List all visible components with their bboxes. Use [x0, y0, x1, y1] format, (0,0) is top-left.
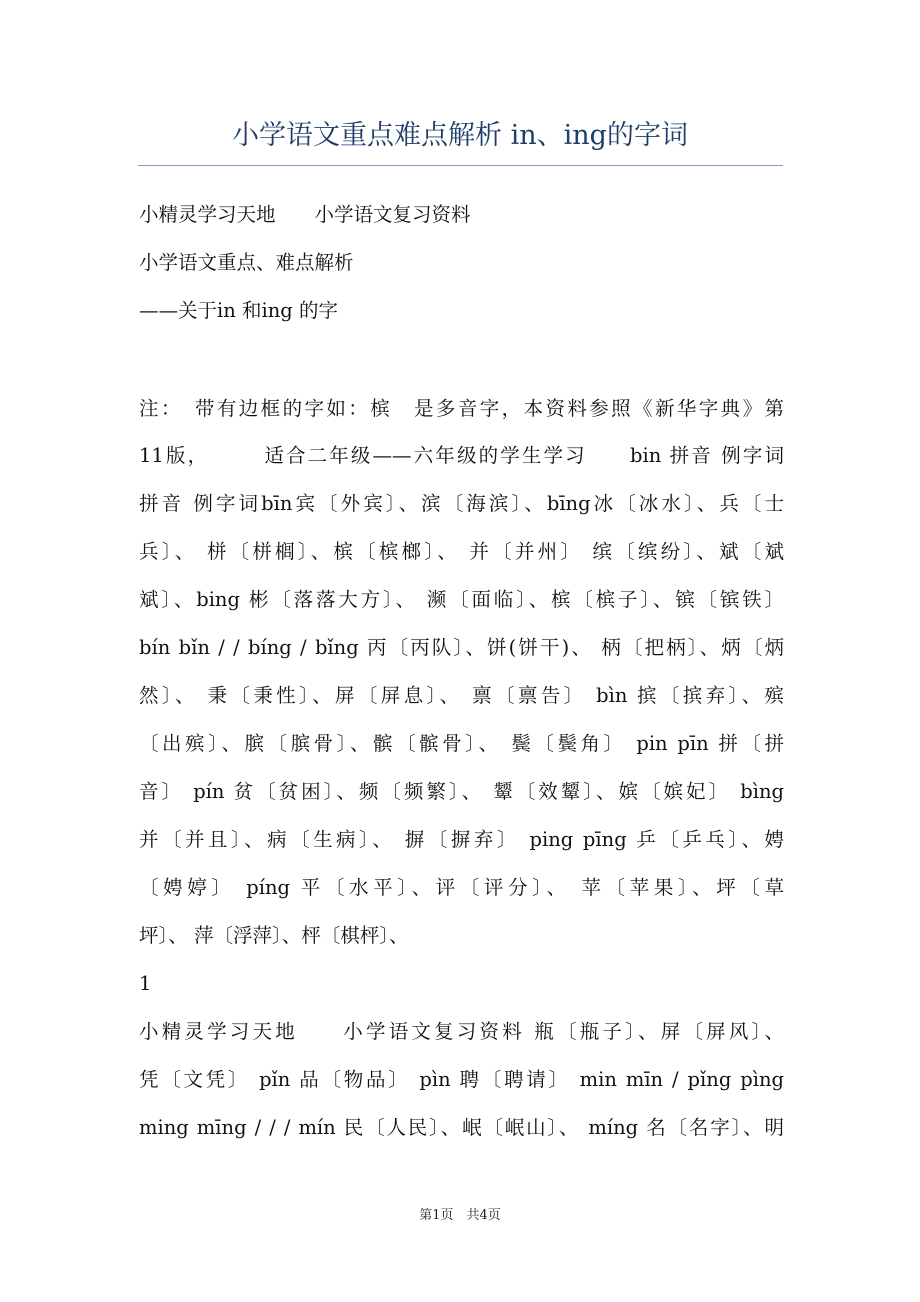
body-line: 音〕 pín 贫〔贫困〕、频〔频繁〕、 颦〔效颦〕、嫔〔嫔妃〕 bìng: [139, 780, 784, 803]
body-line: 兵〕、 栟〔栟榈〕、槟〔槟榔〕、 并〔并州〕 缤〔缤纷〕、斌〔斌: [139, 540, 784, 563]
continued-line: ming mīng / / / mín 民〔人民〕、岷〔岷山〕、 míng 名〔名字〕、明: [139, 1116, 784, 1139]
body-line: 〔娉婷〕 píng 平〔水平〕、评〔评分〕、 苹〔苹果〕、坪〔草: [139, 876, 784, 899]
page-marker: 1: [139, 972, 152, 995]
header-line-brand: 小精灵学习天地 小学语文复习资料: [139, 203, 471, 226]
title-divider: [138, 165, 783, 166]
body-line: 11版， 适合二年级——六年级的学生学习 bin 拼音 例字词: [139, 444, 784, 467]
body-line: 然〕、 秉〔秉性〕、屏〔屏息〕、 禀〔禀告〕 bìn 摈〔摈弃〕、殡: [139, 684, 784, 707]
body-line: 坪〕、 萍〔浮萍〕、枰〔棋枰〕、: [139, 924, 409, 947]
body-line: 注： 带有边框的字如：槟 是多音字，本资料参照《新华字典》第: [139, 397, 784, 420]
body-line: 斌〕、bing 彬〔落落大方〕、 濒〔面临〕、槟〔槟子〕、镔〔镔铁〕: [139, 588, 784, 611]
body-line: 并〔并且〕、病〔生病〕、 摒〔摒弃〕 ping pīng 乒〔乒乓〕、娉: [139, 828, 784, 851]
body-line: 拼音 例字词bīn宾〔外宾〕、滨〔海滨〕、bīng冰〔冰水〕、兵〔士: [139, 492, 784, 515]
page-footer: 第1页 共4页: [419, 1208, 501, 1223]
document-title: 小学语文重点难点解析 in、ing的字词: [232, 120, 688, 151]
body-line: 〔出殡〕、膑〔膑骨〕、髌〔髌骨〕、 鬓〔鬓角〕 pin pīn 拼〔拼: [139, 732, 784, 755]
continued-line: 小精灵学习天地 小学语文复习资料 瓶〔瓶子〕、屏〔屏风〕、: [139, 1020, 784, 1043]
continued-line: 凭〔文凭〕 pǐn 品〔物品〕 pìn 聘〔聘请〕 min mīn / pǐng pìng: [139, 1068, 784, 1091]
body-line: bín bǐn / / bíng / bǐng 丙〔丙队〕、饼(饼干)、 柄〔把柄〕、炳〔炳: [139, 636, 784, 659]
header-line-subject: 小学语文重点、难点解析: [139, 251, 354, 274]
header-line-topic: ——关于in 和ing 的字: [139, 299, 338, 322]
